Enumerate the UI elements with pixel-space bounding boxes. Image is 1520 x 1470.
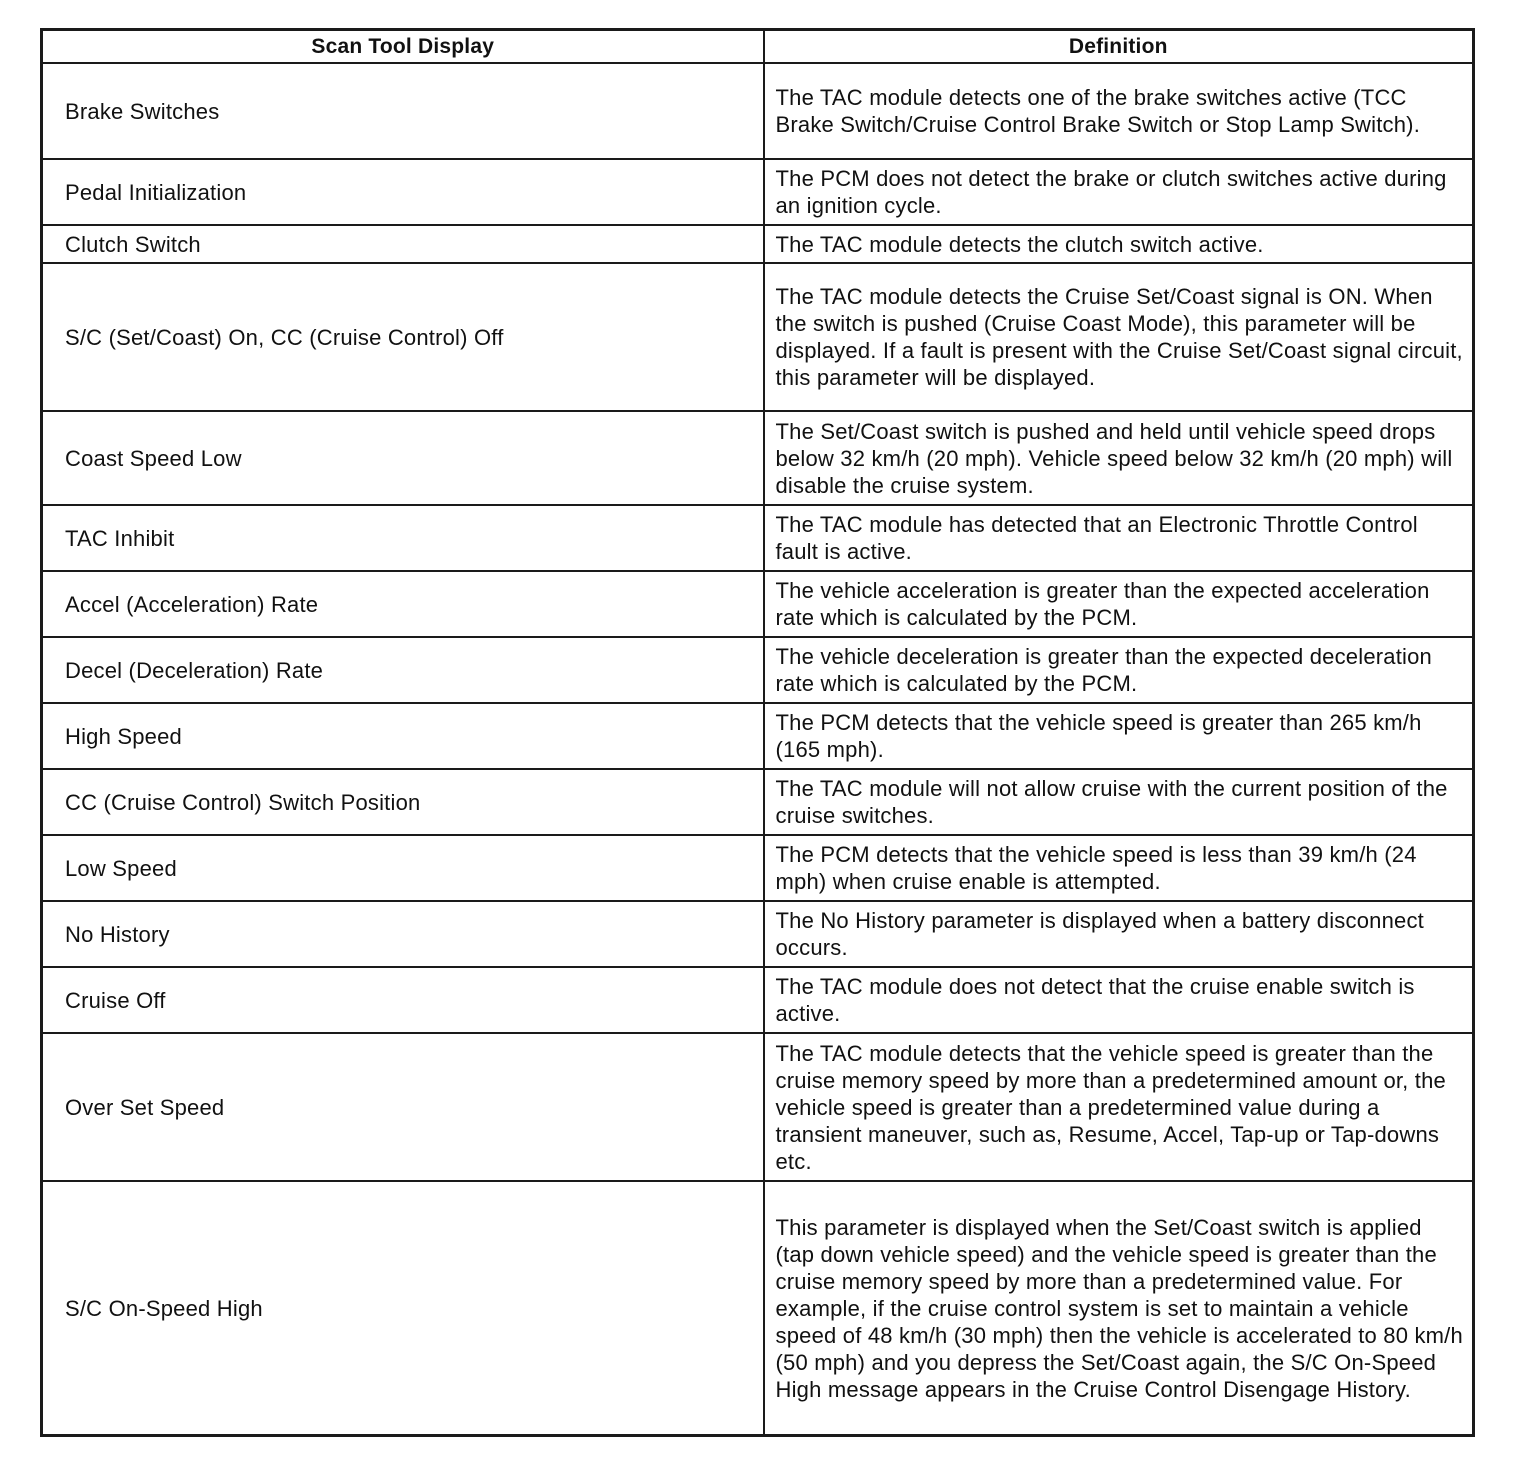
definition-cell: The TAC module detects one of the brake switches active (TCC Brake Switch/Cruise Control Brake Switch or Stop Lamp Switch).: [764, 63, 1474, 159]
definition-cell: The No History parameter is displayed when a battery disconnect occurs.: [764, 901, 1474, 967]
table-row: [42, 637, 1474, 703]
display-cell: Pedal Initialization: [42, 159, 764, 225]
definition-cell: The Set/Coast switch is pushed and held until vehicle speed drops below 32 km/h (20 mph). Vehicle speed below 32 km/h (20 mph) will disable the cruise system.: [764, 411, 1474, 505]
definition-cell: The PCM does not detect the brake or clutch switches active during an ignition cycle.: [764, 159, 1474, 225]
definition-cell: The PCM detects that the vehicle speed is greater than 265 km/h (165 mph).: [764, 703, 1474, 769]
definition-cell: The TAC module detects the clutch switch active.: [764, 225, 1474, 263]
display-cell: Over Set Speed: [42, 1033, 764, 1181]
display-cell: No History: [42, 901, 764, 967]
definition-cell: The TAC module will not allow cruise with the current position of the cruise switches.: [764, 769, 1474, 835]
display-cell: CC (Cruise Control) Switch Position: [42, 769, 764, 835]
display-cell: Decel (Deceleration) Rate: [42, 637, 764, 703]
definition-cell: The TAC module does not detect that the cruise enable switch is active.: [764, 967, 1474, 1033]
definition-cell: The TAC module has detected that an Electronic Throttle Control fault is active.: [764, 505, 1474, 571]
display-cell: Accel (Acceleration) Rate: [42, 571, 764, 637]
display-cell: Coast Speed Low: [42, 411, 764, 505]
header-scan-tool-display: Scan Tool Display: [42, 30, 764, 64]
table-row: [42, 225, 1474, 263]
display-cell: Cruise Off: [42, 967, 764, 1033]
display-cell: S/C (Set/Coast) On, CC (Cruise Control) Off: [42, 263, 764, 411]
definition-cell: The vehicle deceleration is greater than the expected deceleration rate which is calculated by the PCM.: [764, 637, 1474, 703]
display-cell: Brake Switches: [42, 63, 764, 159]
definition-cell: The TAC module detects the Cruise Set/Coast signal is ON. When the switch is pushed (Cruise Coast Mode), this parameter will be displayed. If a fault is present with the Cruise Set/Coast signal circuit, this parameter will be displayed.: [764, 263, 1474, 411]
table-row: [42, 1033, 1474, 1181]
table-row: [42, 967, 1474, 1033]
definition-cell: The vehicle acceleration is greater than the expected acceleration rate which is calculated by the PCM.: [764, 571, 1474, 637]
table-row: [42, 901, 1474, 967]
table-row: [42, 1181, 1474, 1436]
table-row: [42, 769, 1474, 835]
display-cell: Low Speed: [42, 835, 764, 901]
table-row: [42, 159, 1474, 225]
table-row: [42, 411, 1474, 505]
scan-tool-definition-table: [40, 28, 1475, 1437]
display-cell: TAC Inhibit: [42, 505, 764, 571]
header-definition: Definition: [764, 30, 1474, 64]
table-row: [42, 571, 1474, 637]
display-cell: High Speed: [42, 703, 764, 769]
table-row: [42, 263, 1474, 411]
table-row: [42, 505, 1474, 571]
table-row: [42, 63, 1474, 159]
table-row: [42, 703, 1474, 769]
definition-cell: This parameter is displayed when the Set/Coast switch is applied (tap down vehicle speed) and the vehicle speed is greater than the cruise memory speed by more than a predetermined value. For example, if the cruise control system is set to maintain a vehicle speed of 48 km/h (30 mph) then the vehicle is accelerated to 80 km/h (50 mph) and you depress the Set/Coast again, the S/C On-Speed High message appears in the Cruise Control Disengage History.: [764, 1181, 1474, 1436]
display-cell: S/C On-Speed High: [42, 1181, 764, 1436]
table-row: [42, 835, 1474, 901]
definition-cell: The PCM detects that the vehicle speed is less than 39 km/h (24 mph) when cruise enable is attempted.: [764, 835, 1474, 901]
table-header-row: [42, 30, 1474, 64]
display-cell: Clutch Switch: [42, 225, 764, 263]
definition-cell: The TAC module detects that the vehicle speed is greater than the cruise memory speed by more than a predetermined amount or, the vehicle speed is greater than a predetermined value during a transient maneuver, such as, Resume, Accel, Tap-up or Tap-downs etc.: [764, 1033, 1474, 1181]
